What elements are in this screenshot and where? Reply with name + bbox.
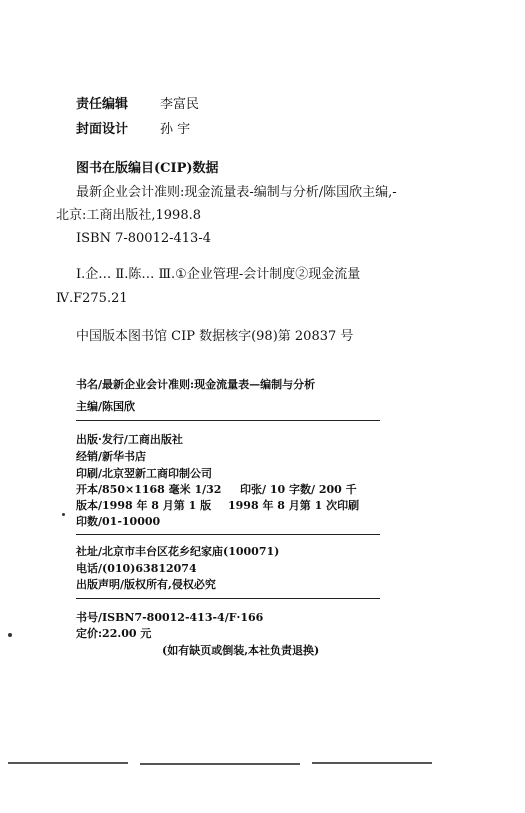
divider-2 <box>76 534 380 535</box>
scan-line <box>8 762 128 764</box>
divider-3 <box>76 598 380 599</box>
book-title: 书名/最新企业会计准则:现金流量表—编制与分析 <box>76 378 316 391</box>
impression: 1998 年 8 月第 1 次印刷 <box>228 499 360 512</box>
distributor: 经销/新华书店 <box>76 450 147 463</box>
book-number: 书号/ISBN7-80012-413-4/F·166 <box>76 611 264 624</box>
cover-designer-label: 封面设计 <box>76 122 129 137</box>
cip-classification-1: Ⅰ.企… Ⅱ.陈… Ⅲ.①企业管理-会计制度②现金流量 <box>76 267 361 282</box>
scan-line <box>312 762 432 764</box>
publisher-phone: 电话/(010)63812074 <box>76 562 197 575</box>
cip-heading: 图书在版编目(CIP)数据 <box>76 161 219 176</box>
editor-label: 责任编辑 <box>76 97 129 112</box>
divider-1 <box>76 420 380 421</box>
cip-line-1: 最新企业会计准则:现金流量表-编制与分析/陈国欣主编,- <box>76 185 397 200</box>
edition: 版本/1998 年 8 月第 1 版 <box>76 499 212 512</box>
book-format: 开本/850×1168 毫米 1/32 <box>76 483 222 496</box>
printer: 印刷/北京翌新工商印制公司 <box>76 467 213 480</box>
cip-classification-2: Ⅳ.F275.21 <box>56 291 128 306</box>
price: 定价:22.00 元 <box>76 627 152 640</box>
cip-approval-number: 中国版本图书馆 CIP 数据核字(98)第 20837 号 <box>76 329 354 344</box>
print-sheets: 印张/ 10 字数/ 200 千 <box>240 483 357 496</box>
cip-line-2: 北京:工商出版社,1998.8 <box>56 208 201 223</box>
editor-name: 李富民 <box>160 97 200 112</box>
book-editor: 主编/陈国欣 <box>76 400 136 413</box>
cover-designer-name: 孙 宇 <box>160 122 191 137</box>
return-notice: (如有缺页或倒装,本社负责退换) <box>162 644 320 657</box>
publisher: 出版·发行/工商出版社 <box>76 433 183 446</box>
scan-speck <box>8 633 12 637</box>
print-count: 印数/01-10000 <box>76 515 161 528</box>
publisher-address: 社址/北京市丰台区花乡纪家庙(100071) <box>76 545 280 558</box>
cip-isbn: ISBN 7-80012-413-4 <box>76 231 211 246</box>
rights-statement: 出版声明/版权所有,侵权必究 <box>76 578 216 591</box>
scan-speck <box>62 513 65 516</box>
scan-line <box>140 763 300 765</box>
